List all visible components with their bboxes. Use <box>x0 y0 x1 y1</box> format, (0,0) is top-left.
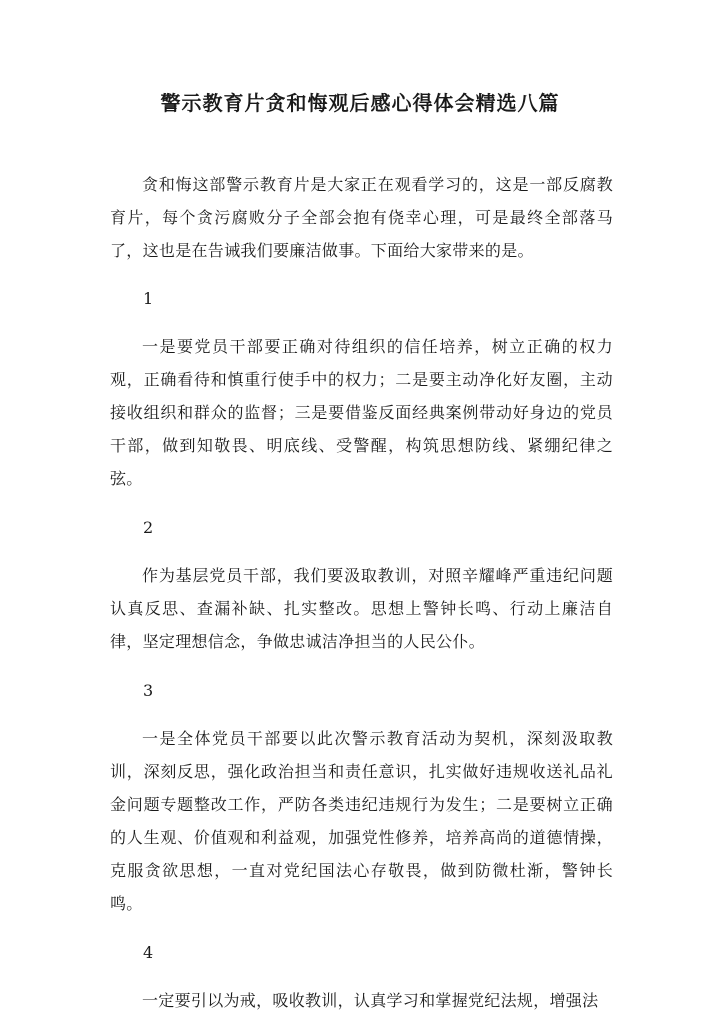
section-number: 2 <box>143 518 154 537</box>
document-body <box>110 168 613 1017</box>
section-paragraph: 一是要党员干部要正确对待组织的信任培养，树立正确的权力观，正确看待和慎重行使手中的权力；二是要主动净化好友圈，主动接收组织和群众的监督；三是要借鉴反面经典案例带动好身边的党员干部，做到知敬畏、明底线、受警醒，构筑思想防线、紧绷纪律之弦。 <box>110 337 613 488</box>
section-paragraph: 作为基层党员干部，我们要汲取教训，对照辛耀峰严重违纪问题认真反思、查漏补缺、扎实整改。思想上警钟长鸣、行动上廉洁自律，坚定理想信念，争做忠诚洁净担当的人民公仆。 <box>110 566 613 651</box>
section-paragraph: 一定要引以为戒，吸收教训，认真学习和掌握党纪法规，增强法 <box>142 991 599 1010</box>
document-title: 警示教育片贪和悔观后感心得体会精选八篇 <box>160 91 560 115</box>
section-paragraph: 一是全体党员干部要以此次警示教育活动为契机，深刻汲取教训，深刻反思，强化政治担当和责任意识，扎实做好违规收送礼品礼金问题专题整改工作，严防各类违纪违规行为发生；二是要树立正确的人生观、价值观和利益观，加强党性修养，培养高尚的道德情操，克服贪欲思想，一直对党纪国法心存敬畏，做到防微杜渐，警钟长鸣。 <box>110 729 613 913</box>
section-number: 1 <box>143 289 154 308</box>
intro-paragraph: 贪和悔这部警示教育片是大家正在观看学习的，这是一部反腐教育片，每个贪污腐败分子全部会抱有侥幸心理，可是最终全部落马了，这也是在告诫我们要廉洁做事。下面给大家带来的是。 <box>110 175 613 260</box>
section-number: 4 <box>143 943 154 962</box>
section-number: 3 <box>143 681 154 700</box>
